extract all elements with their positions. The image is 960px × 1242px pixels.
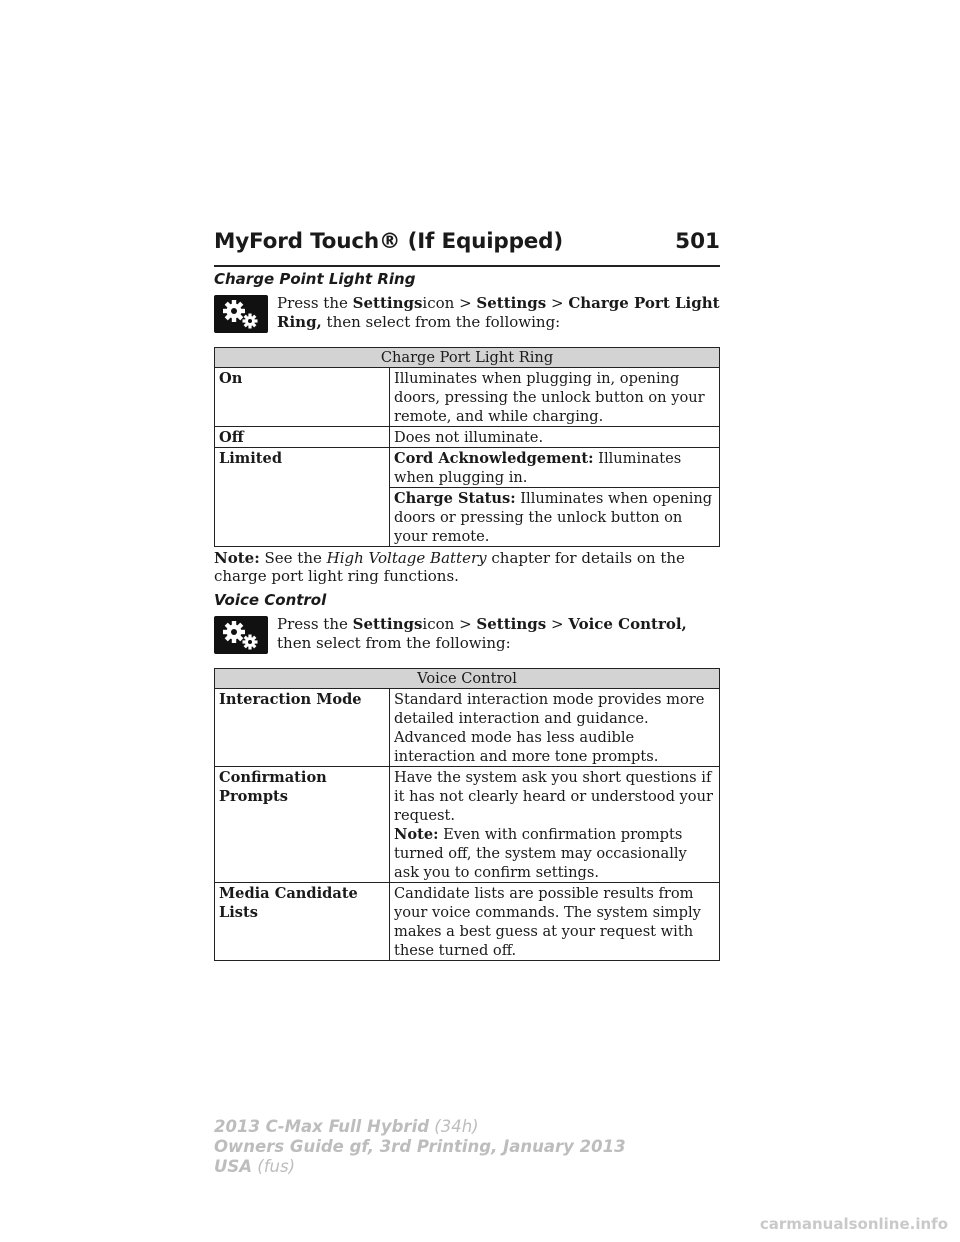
settings-label: Settings bbox=[352, 615, 423, 633]
table-row bbox=[215, 427, 720, 448]
settings-label: Settings bbox=[352, 294, 423, 312]
table-caption: Voice Control bbox=[215, 669, 720, 689]
option-desc: Charge Status: Illuminates when opening doors or pressing the unlock button on your remote. bbox=[390, 488, 720, 547]
page-header bbox=[214, 225, 720, 267]
note-paragraph: Note: See the High Voltage Battery chapter for details on the charge port light ring functions. bbox=[214, 549, 685, 585]
voice-control-table bbox=[214, 668, 720, 961]
page-number: 501 bbox=[675, 229, 720, 254]
menu-target: Charge Port Light Ring, bbox=[277, 294, 720, 331]
option-desc: Candidate lists are possible results from your voice commands. The system simply makes a best guess at your request with these turned off. bbox=[390, 883, 720, 961]
option-label: On bbox=[215, 368, 390, 427]
document-footer: 2013 C-Max Full Hybrid (34h) Owners Guide gf, 3rd Printing, January 2013 USA (fus) bbox=[214, 1117, 626, 1176]
table-row bbox=[215, 448, 720, 488]
gear-icon bbox=[214, 295, 268, 333]
table-row bbox=[215, 368, 720, 427]
table-row bbox=[215, 883, 720, 961]
table-row bbox=[215, 689, 720, 767]
option-label: Limited bbox=[215, 448, 390, 547]
section1-intro: Press the Settingsicon > Settings > Charge Port Light Ring, then select from the following: bbox=[277, 294, 720, 331]
table-caption: Charge Port Light Ring bbox=[215, 348, 720, 368]
option-desc: Have the system ask you short questions if it has not clearly heard or understood your request. Note: Even with confirmation prompts turned off, the system may occasionally ask you to confirm settings. bbox=[390, 767, 720, 883]
watermark: carmanualsonline.info bbox=[759, 1215, 948, 1233]
menu-target: Voice Control, bbox=[568, 615, 687, 633]
option-label: Confirmation Prompts bbox=[215, 767, 390, 883]
option-label: Media Candidate Lists bbox=[215, 883, 390, 961]
chapter-title: MyFord Touch® (If Equipped) bbox=[214, 229, 563, 254]
section-title-voice-control: Voice Control bbox=[214, 591, 327, 609]
option-desc: Standard interaction mode provides more detailed interaction and guidance. Advanced mode has less audible interaction and more tone prompts. bbox=[390, 689, 720, 767]
table-row bbox=[215, 767, 720, 883]
section2-intro: Press the Settingsicon > Settings > Voice Control, then select from the following: bbox=[277, 615, 687, 652]
option-desc: Cord Acknowledgement: Illuminates when plugging in. bbox=[390, 448, 720, 488]
gear-icon bbox=[214, 616, 268, 654]
section-title-charge-point-light-ring: Charge Point Light Ring bbox=[214, 270, 416, 288]
charge-port-light-ring-table bbox=[214, 347, 720, 547]
option-desc: Does not illuminate. bbox=[390, 427, 720, 448]
option-label: Interaction Mode bbox=[215, 689, 390, 767]
settings-gear-icon bbox=[214, 616, 268, 654]
settings-gear-icon bbox=[214, 295, 268, 333]
option-desc: Illuminates when plugging in, opening doors, pressing the unlock button on your remote, and while charging. bbox=[390, 368, 720, 427]
option-label: Off bbox=[215, 427, 390, 448]
